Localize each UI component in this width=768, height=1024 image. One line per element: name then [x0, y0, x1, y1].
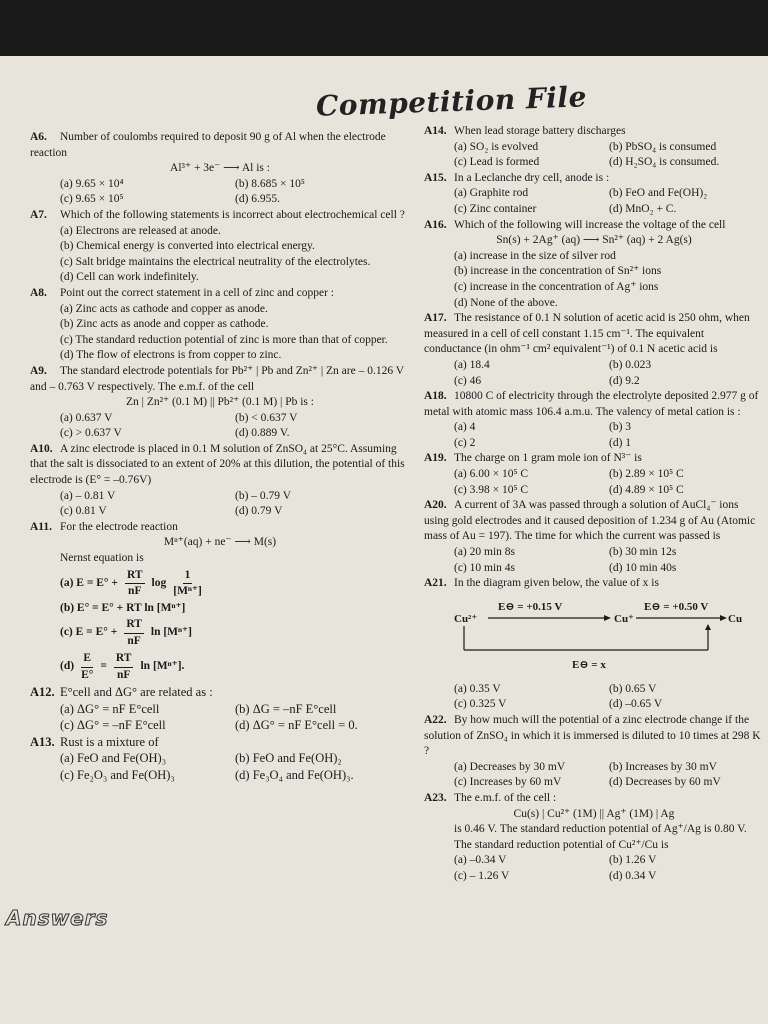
equation: Mⁿ⁺(aq) + ne⁻ ⟶ M(s)	[163, 536, 277, 549]
question-a20	[424, 498, 764, 576]
question-text-continued: is 0.46 V. The standard reduction potential of Ag⁺/Ag is 0.80 V. The standard reduction potential of Cu²⁺/Cu is	[454, 823, 747, 851]
option-a: (a) Decreases by 30 mV	[454, 760, 566, 773]
option-a: (a) 6.00 × 10⁵ C	[454, 468, 529, 481]
question-a23	[424, 791, 764, 885]
question-a9	[30, 364, 410, 442]
option-a: (a) increase in the size of silver rod	[454, 249, 616, 262]
option-a: (a) – 0.81 V	[60, 489, 116, 502]
equals-sign: =	[100, 660, 107, 673]
numerator: RT	[125, 568, 145, 585]
fraction	[124, 617, 144, 649]
question-a6	[30, 130, 410, 208]
option-d: (d) The flow of electrons is from copper to zinc.	[60, 349, 282, 362]
question-text: Number of coulombs required to deposit 90 g of Al when the electrode reaction	[30, 131, 386, 159]
question-number: A17.	[424, 312, 447, 325]
question-text: A current of 3A was passed through a solution of AuCl₄⁻ ions using gold electrodes and it caused deposition of 1.234 g of Au (Atomic mass of Au = 197). The time for which the current was passed is	[424, 499, 756, 543]
option-a: (a) Zinc acts as cathode and copper as anode.	[60, 302, 268, 315]
question-text: 10800 C of electricity through the electrolyte deposited 2.977 g of metal with atomic mass 106.4 a.m.u. The valency of metal cation is :	[424, 390, 759, 418]
option-c: (c) Fe₂O₃ and Fe(OH)₃	[60, 767, 175, 782]
option-d: (d) None of the above.	[454, 296, 558, 309]
option-b: (b) increase in the concentration of Sn²⁺ ions	[454, 265, 662, 278]
option-a: (a) ΔG° = nF E°cell	[60, 701, 160, 716]
option-a: (a) 0.35 V	[454, 682, 501, 695]
question-number: A9.	[30, 364, 47, 377]
option-c: (c) increase in the concentration of Ag⁺ ions	[454, 280, 659, 293]
question-text: Point out the correct statement in a cell of zinc and copper :	[60, 286, 334, 299]
option-a	[30, 567, 410, 601]
question-text: Which of the following statements is incorrect about electrochemical cell ?	[60, 208, 405, 221]
option-b: (b) – 0.79 V	[235, 489, 292, 502]
option-b: (b) FeO and Fe(OH)₂	[609, 187, 708, 200]
question-a22	[424, 713, 764, 791]
question-number: A6.	[30, 131, 47, 143]
equation: Zn | Zn²⁺ (0.1 M) || Pb²⁺ (0.1 M) | Pb is :	[126, 396, 314, 409]
question-number: A12.	[30, 685, 55, 700]
numerator: E	[81, 651, 93, 668]
question-number: A20.	[424, 499, 447, 512]
fraction	[114, 651, 134, 683]
question-number: A22.	[424, 714, 447, 726]
log-text: log	[151, 576, 167, 589]
option-b: (b) 3	[609, 421, 632, 434]
question-number: A13.	[30, 734, 55, 749]
question-a12	[30, 684, 410, 734]
potential-label-2: E⊖ = +0.50 V	[644, 600, 709, 613]
option-prefix: (c) E = E° +	[60, 626, 118, 639]
option-d: (d) Cell can work indefinitely.	[60, 271, 199, 284]
question-text: By how much will the potential of a zinc electrode change if the solution of ZnSO₄ in which it is immersed is diluted to 10 times at 298 K ?	[424, 714, 761, 758]
option-b: (b) Increases by 30 mV	[609, 760, 717, 773]
denominator: nF	[116, 668, 131, 681]
question-a8	[30, 286, 410, 364]
option-d: (d) 1	[609, 436, 632, 449]
option-b: (b) Chemical energy is converted into electrical energy.	[60, 240, 315, 253]
option-d: (d) 0.34 V	[609, 869, 657, 882]
fraction	[81, 651, 93, 683]
option-c: (c) 46	[454, 374, 482, 387]
question-text: E°cell and ΔG° are related as :	[60, 685, 213, 700]
question-text: A zinc electrode is placed in 0.1 M solution of ZnSO₄ at 25°C. Assuming that the salt is dissociated to an extent of 20% at this dilution, the potential of this electrode is (E° = –0.76V)	[30, 442, 405, 487]
question-a16	[424, 218, 764, 312]
option-c: (c) 0.81 V	[60, 505, 107, 518]
question-text: When lead storage battery discharges	[454, 125, 626, 137]
numerator: 1	[183, 568, 193, 585]
page-title: Competition File	[315, 80, 588, 123]
question-text: The standard electrode potentials for Pb²⁺ | Pb and Zn²⁺ | Zn are – 0.126 V and – 0.763 V respectively. The e.m.f. of the cell	[30, 364, 404, 393]
option-c: (c) 2	[454, 436, 476, 449]
fraction	[125, 568, 145, 600]
question-text: For the electrode reaction	[60, 520, 178, 533]
question-number: A18.	[424, 390, 447, 403]
equation: Sn(s) + 2Ag⁺ (aq) ⟶ Sn²⁺ (aq) + 2 Ag(s)	[496, 234, 692, 247]
question-text: Which of the following will increase the voltage of the cell	[454, 218, 726, 231]
option-b: (b) 30 min 12s	[609, 546, 677, 559]
species-cu2plus: Cu²⁺	[454, 612, 478, 625]
question-text: Rust is a mixture of	[60, 734, 159, 749]
option-d: (d) Decreases by 60 mV	[609, 776, 721, 789]
denominator: [Mⁿ⁺]	[173, 585, 202, 598]
question-number: A7.	[30, 208, 47, 221]
question-a21	[424, 576, 764, 713]
option-a: (a) 20 min 8s	[454, 546, 516, 559]
option-a: (a) 18.4	[454, 358, 490, 371]
option-d: (d) 4.89 × 10⁵ C	[609, 483, 684, 496]
question-text: The e.m.f. of the cell :	[454, 791, 557, 804]
right-column	[424, 124, 764, 885]
option-b: (b) < 0.637 V	[235, 411, 298, 424]
option-b: (b) ΔG = –nF E°cell	[235, 701, 337, 716]
option-a: (a) 0.637 V	[60, 411, 113, 424]
question-number: A14.	[424, 125, 447, 137]
option-d: (d) –0.65 V	[609, 698, 663, 711]
option-a: (a) 9.65 × 10⁴	[60, 177, 124, 190]
option-b: (b) 1.26 V	[609, 854, 657, 867]
question-a19	[424, 451, 764, 498]
option-d: (d) Fe₃O₄ and Fe(OH)₃.	[235, 767, 354, 782]
subtext: Nernst equation is	[60, 552, 144, 565]
option-b: (b) FeO and Fe(OH)₂	[235, 751, 342, 766]
question-number: A23.	[424, 791, 447, 804]
option-b: (b) 2.89 × 10⁵ C	[609, 468, 684, 481]
option-d: (d) 10 min 40s	[609, 561, 677, 574]
option-c: (c) ΔG° = –nF E°cell	[60, 718, 166, 733]
option-c: (c) Lead is formed	[454, 156, 540, 169]
question-number: A21.	[424, 577, 447, 590]
option-b: (b) Zinc acts as anode and copper as cathode.	[60, 318, 269, 331]
option-d: (d) 0.889 V.	[235, 427, 290, 440]
option-prefix: (d)	[60, 660, 75, 673]
question-number: A19.	[424, 452, 447, 465]
answers-heading: Answers	[6, 906, 109, 930]
option-a: (a) FeO and Fe(OH)₃	[60, 751, 167, 766]
potential-label-1: E⊖ = +0.15 V	[498, 600, 563, 613]
option-suffix: ln [Mⁿ⁺]	[150, 626, 192, 639]
option-a: (a) 4	[454, 421, 476, 434]
denominator: nF	[127, 634, 141, 647]
option-a: (a) Electrons are released at anode.	[60, 224, 221, 237]
numerator: RT	[114, 651, 134, 668]
option-d: (d) 0.79 V	[235, 505, 283, 518]
question-text: The resistance of 0.1 N solution of acetic acid is 250 ohm, when measured in a cell of cell constant 1.15 cm⁻¹. The equivalent conductance (in ohm⁻¹ cm² equivalent⁻¹) of 0.1 N acetic acid is	[424, 312, 750, 356]
option-c: (c) 3.98 × 10⁵ C	[454, 483, 529, 496]
species-cu: Cu	[728, 612, 743, 625]
option-a: (a) SO₂ is evolved	[454, 140, 539, 153]
option-c: (c) – 1.26 V	[454, 869, 510, 882]
option-b: (b) 0.65 V	[609, 682, 657, 695]
question-number: A16.	[424, 218, 447, 231]
option-d	[30, 650, 410, 684]
question-number: A8.	[30, 286, 47, 299]
option-d: (d) 6.955.	[235, 193, 281, 206]
option-c: (c) The standard reduction potential of zinc is more than that of copper.	[60, 333, 388, 346]
question-a13	[30, 734, 410, 784]
option-c: (c) > 0.637 V	[60, 427, 122, 440]
option-c: (c) 10 min 4s	[454, 561, 516, 574]
question-a10	[30, 442, 410, 520]
question-number: A15.	[424, 171, 447, 184]
option-c	[30, 616, 410, 650]
species-cuplus: Cu⁺	[614, 612, 634, 625]
denominator: E°	[81, 668, 94, 681]
question-a15	[424, 171, 764, 218]
question-a14	[424, 124, 764, 171]
option-b: (b) E° = E° + RT ln [Mⁿ⁺]	[60, 601, 186, 614]
option-prefix: (a) E = E° +	[60, 576, 118, 589]
question-number: A10.	[30, 442, 53, 455]
option-d: (d) MnO₂ + C.	[609, 202, 677, 215]
option-a: (a) Graphite rod	[454, 187, 529, 200]
equation: Cu(s) | Cu²⁺ (1M) || Ag⁺ (1M) | Ag	[513, 807, 675, 820]
question-text: The charge on 1 gram mole ion of N³⁻ is	[454, 452, 642, 465]
left-column	[30, 130, 410, 783]
option-c: (c) 9.65 × 10⁵	[60, 193, 124, 206]
option-d: (d) H₂SO₄ is consumed.	[609, 156, 720, 169]
option-c: (c) Salt bridge maintains the electrical neutrality of the electrolytes.	[60, 255, 371, 268]
question-a7	[30, 208, 410, 286]
equation: Al³⁺ + 3e⁻ ⟶ Al is :	[170, 162, 270, 175]
question-text: In the diagram given below, the value of x is	[454, 577, 659, 590]
option-d: (d) ΔG° = nF E°cell = 0.	[235, 718, 358, 733]
potential-label-x: E⊖ = x	[572, 658, 606, 671]
option-c: (c) Increases by 60 mV	[454, 776, 562, 789]
option-d: (d) 9.2	[609, 374, 640, 387]
potential-diagram	[454, 598, 744, 678]
numerator: RT	[124, 617, 144, 634]
option-b: (b) 0.023	[609, 358, 652, 371]
question-a11	[30, 520, 410, 684]
option-a: (a) –0.34 V	[454, 854, 507, 867]
option-c: (c) 0.325 V	[454, 698, 507, 711]
option-suffix: ln [Mⁿ⁺].	[140, 660, 185, 673]
option-b: (b) PbSO₄ is consumed	[609, 140, 717, 153]
option-b: (b) 8.685 × 10⁵	[235, 177, 305, 190]
question-a18	[424, 389, 764, 451]
denominator: nF	[128, 585, 142, 598]
question-a17	[424, 311, 764, 389]
fraction	[173, 568, 202, 600]
question-number: A11.	[30, 520, 53, 533]
option-c: (c) Zinc container	[454, 202, 537, 215]
question-text: In a Leclanche dry cell, anode is :	[454, 171, 610, 184]
